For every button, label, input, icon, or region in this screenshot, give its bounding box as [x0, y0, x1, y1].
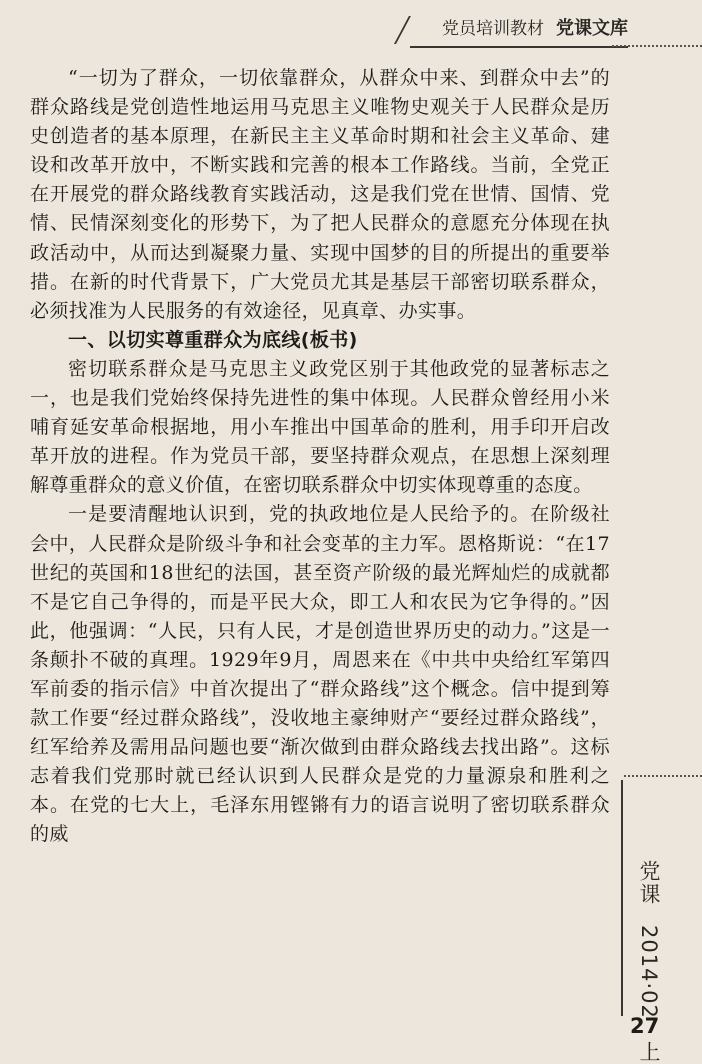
section-heading: 一、以切实尊重群众为底线(板书) [68, 328, 358, 351]
header-series: 党员培训教材 [442, 19, 544, 39]
paragraph-intro: “一切为了群众，一切依靠群众，从群众中来、到群众中去”的群众路线是党创造性地运用马克思主义唯物史观关于人民群众是历史创造者的基本原理，在新民主主义革命时期和社会主义革命、建设和改革开放中，不断实践和完善的根本工作路线。当前，全党正在开展党的群众路线教育实践活动，这是我们党在世情、国情、党情、民情深刻变化的形势下，为了把人民群众的意愿充分体现在执政活动中，从而达到凝聚力量、实现中国梦的目的所提出的重要举措。在新的时代背景下，广大党员尤其是基层干部密切联系群众，必须找准为人民服务的有效途径，见真章、办实事。 [30, 67, 610, 322]
header-rule [410, 46, 628, 48]
margin-part: 上 [637, 1041, 661, 1064]
margin-dotted-rule [624, 775, 702, 777]
margin-vertical-rule [621, 780, 623, 1016]
header-dotted-rule [612, 45, 702, 47]
paragraph-3: 一是要清醒地认识到，党的执政地位是人民给予的。在阶级社会中，人民群众是阶级斗争和社会变革的主力军。恩格斯说：“在17世纪的英国和18世纪的法国，甚至资产阶级的最光辉灿烂的成就都不是它自己争得的，而是平民大众，即工人和农民为它争得的。”因此，他强调：“人民，只有人民，才是创造世界历史的动力。”这是一条颠扑不破的真理。1929年9月，周恩来在《中共中央给红军第四军前委的指示信》中首次提出了“群众路线”这个概念。信中提到筹款工作要“经过群众路线”，没收地主豪绅财产“要经过群众路线”，红军给养及需用品问题也要“渐次做到由群众路线去找出路”。这标志着我们党那时就已经认识到人民群众是党的力量源泉和胜利之本。在党的七大上，毛泽东用铿锵有力的语言说明了密切联系群众的威 [30, 503, 610, 846]
margin-title: 党课 [637, 860, 661, 906]
header-slash [394, 16, 425, 44]
page-number: 27 [630, 1014, 660, 1038]
running-header [442, 14, 628, 40]
paragraph-2: 密切联系群众是马克思主义政党区别于其他政党的显著标志之一，也是我们党始终保持先进性的集中体现。人民群众曾经用小米哺育延安革命根据地，用小车推出中国革命的胜利，用手印开启改革开放的进程。作为党员干部，要坚持群众观点，在思想上深刻理解尊重群众的意义价值，在密切联系群众中切实体现尊重的态度。 [30, 357, 610, 497]
margin-issue: 2014·02 [637, 924, 661, 1019]
article-body [30, 64, 610, 850]
header-brand: 党课文库 [556, 18, 628, 39]
